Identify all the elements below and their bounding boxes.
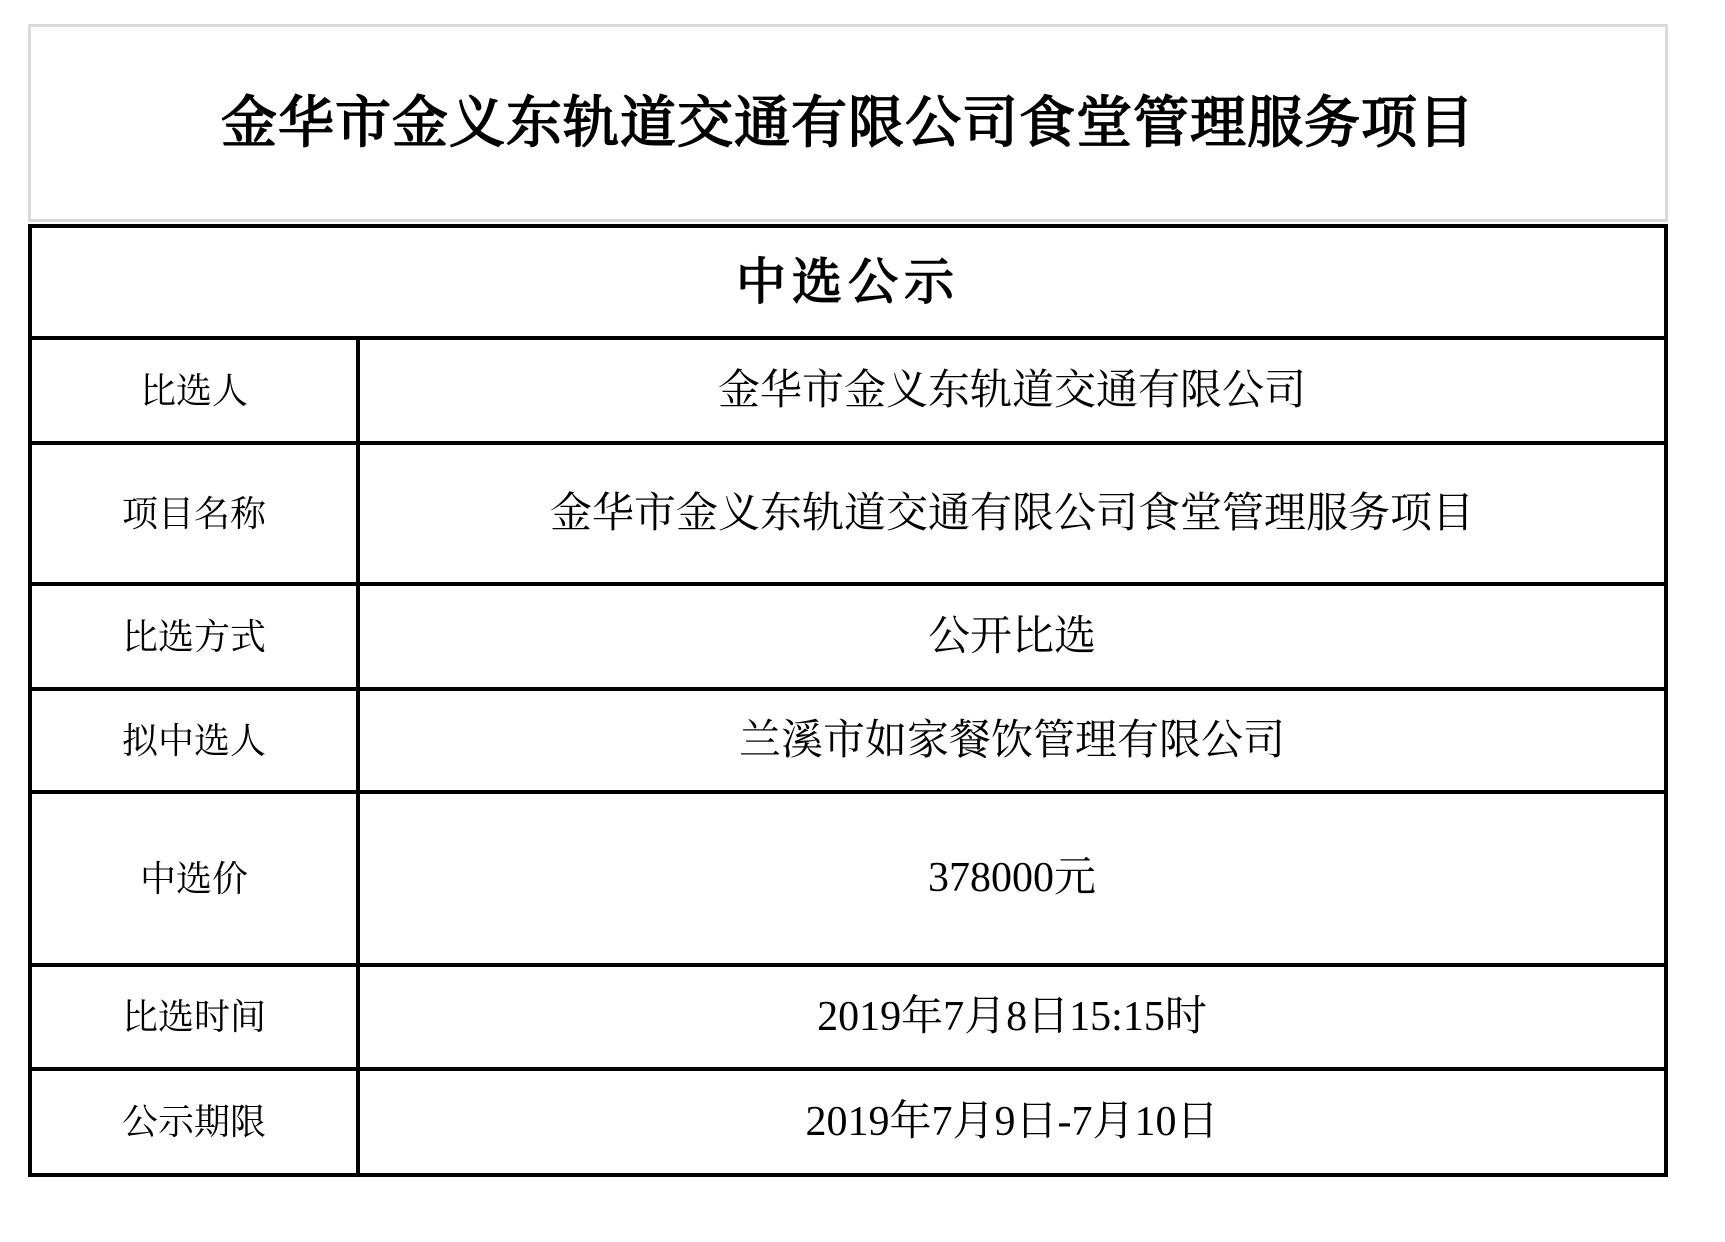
table-row <box>32 1071 1664 1173</box>
row-value: 兰溪市如家餐饮管理有限公司 <box>738 716 1285 764</box>
banner-title: 中选公示 <box>736 254 960 310</box>
row-value: 2019年7月9日-7月10日 <box>805 1098 1219 1145</box>
row-value: 金华市金义东轨道交通有限公司 <box>717 366 1306 414</box>
row-value: 金华市金义东轨道交通有限公司食堂管理服务项目 <box>549 489 1474 537</box>
row-label: 拟中选人 <box>32 691 360 790</box>
row-value: 378000元 <box>927 855 1096 902</box>
row-label: 比选方式 <box>32 586 360 687</box>
table-row <box>32 691 1664 794</box>
row-label: 项目名称 <box>32 445 360 582</box>
announcement-table <box>28 224 1668 1177</box>
row-label: 比选时间 <box>32 967 360 1067</box>
row-label: 中选价 <box>32 794 360 963</box>
table-row <box>32 794 1664 967</box>
table-row <box>32 967 1664 1071</box>
banner-row <box>32 228 1664 340</box>
table-row <box>32 586 1664 691</box>
table-row <box>32 445 1664 586</box>
row-value: 2019年7月8日15:15时 <box>817 993 1207 1040</box>
row-value: 公开比选 <box>927 612 1096 660</box>
table-row <box>32 340 1664 445</box>
row-label: 比选人 <box>32 340 360 441</box>
title-box <box>28 24 1668 222</box>
page-title: 金华市金义东轨道交通有限公司食堂管理服务项目 <box>221 91 1475 155</box>
row-label: 公示期限 <box>32 1071 360 1173</box>
